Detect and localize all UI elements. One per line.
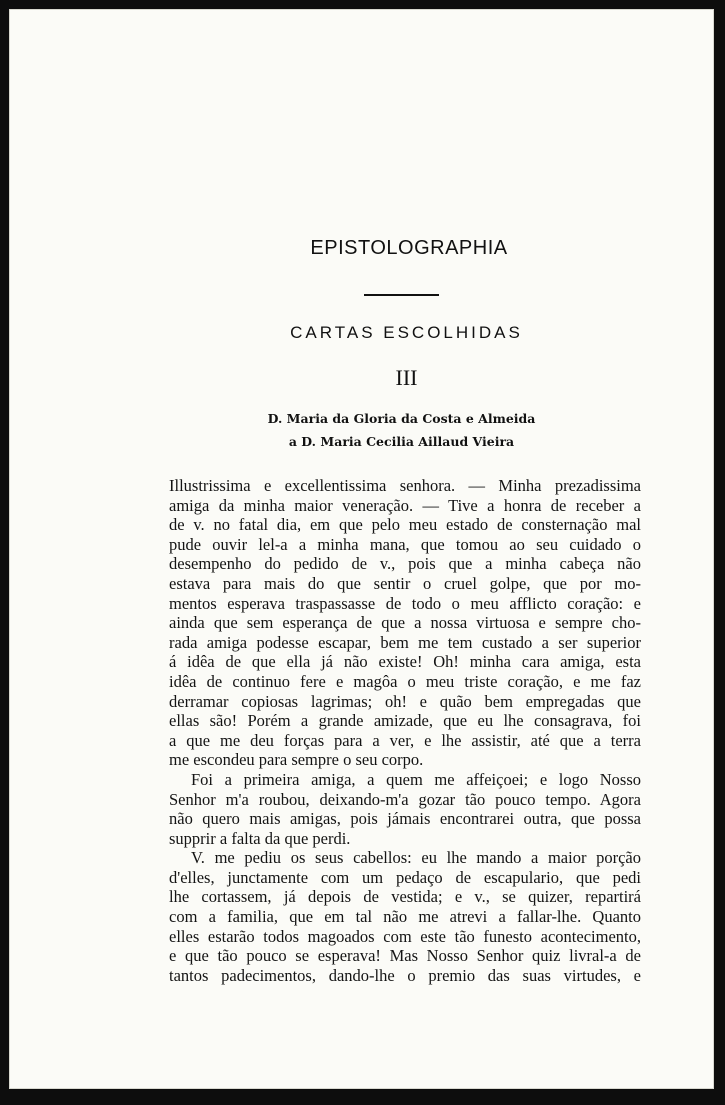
body-line: ellas são! Porém a grande amizade, que eu lhe consagrava, foi	[169, 711, 641, 731]
body-line: lhe cortassem, já depois de vestida; e v., se quizer, repartirá	[169, 887, 641, 907]
body-line: amiga da minha maior veneração. — Tive a honra de receber a	[169, 495, 641, 515]
letter-recipient: a D. Maria Cecilia Aillaud Vieira	[288, 434, 515, 449]
body-line: Foi a primeira amiga, a quem me affeiçoei; e logo Nosso	[191, 769, 641, 789]
body-line: rada amiga podesse escapar, bem me tem custado a ser superior	[169, 632, 641, 652]
body-line: e que tão pouco se esperava! Mas Nosso Senhor quiz livral-a de	[169, 946, 641, 966]
title-divider	[364, 294, 439, 296]
body-line: elles estarão todos magoados com este tão funesto acontecimento,	[169, 926, 641, 946]
body-line: não quero mais amigas, pois jámais encontrarei outra, que possa	[169, 809, 641, 829]
letter-body	[169, 476, 641, 985]
body-line: d'elles, junctamente com um pedaço de escapulario, que pedi	[169, 867, 641, 887]
book-page	[9, 9, 714, 1089]
body-line: á idêa de que ella já não existe! Oh! minha cara amiga, esta	[169, 652, 641, 672]
body-line: supprir a falta da que perdi.	[169, 828, 351, 848]
body-line: me escondeu para sempre o seu corpo.	[169, 750, 424, 770]
body-line: a que me deu forças para a ver, e lhe assistir, até que a terra	[169, 730, 641, 750]
body-line: pude ouvir lel-a a minha mana, que tomou ao seu cuidado o	[169, 534, 641, 554]
body-line: mentos esperava traspassasse de todo o meu afflicto coração: e	[169, 593, 641, 613]
body-line: ainda que sem esperança de que a nossa virtuosa e sempre cho-	[169, 613, 641, 633]
letter-sender: D. Maria da Gloria da Costa e Almeida	[267, 411, 536, 426]
letter-number: III	[395, 365, 418, 390]
body-line: estava para mais do que sentir o cruel golpe, que por mo-	[169, 573, 641, 593]
body-line: V. me pediu os seus cabellos: eu lhe mando a maior porção	[191, 848, 641, 868]
body-line: Senhor m'a roubou, deixando-m'a gozar tão pouco tempo. Agora	[169, 789, 641, 809]
body-line: Illustrissima e excellentissima senhora. — Minha prezadissima	[169, 476, 641, 495]
body-line: desempenho do pedido de v., pois que a minha cabeça não	[169, 554, 641, 574]
body-line: idêa de continuo fere e magôa o meu triste coração, e me faz	[169, 671, 641, 691]
body-line: de v. no fatal dia, em que pelo meu estado de consternação mal	[169, 515, 641, 535]
body-line: derramar copiosas lagrimas; oh! e quão bem empregadas que	[169, 691, 641, 711]
page-title: EPISTOLOGRAPHIA	[310, 237, 508, 259]
section-title: CARTAS ESCOLHIDAS	[290, 323, 523, 342]
body-line: tantos padecimentos, dando-lhe o premio das suas virtudes, e	[169, 965, 641, 985]
body-line: com a familia, que em tal não me atrevi a fallar-lhe. Quanto	[169, 907, 641, 927]
